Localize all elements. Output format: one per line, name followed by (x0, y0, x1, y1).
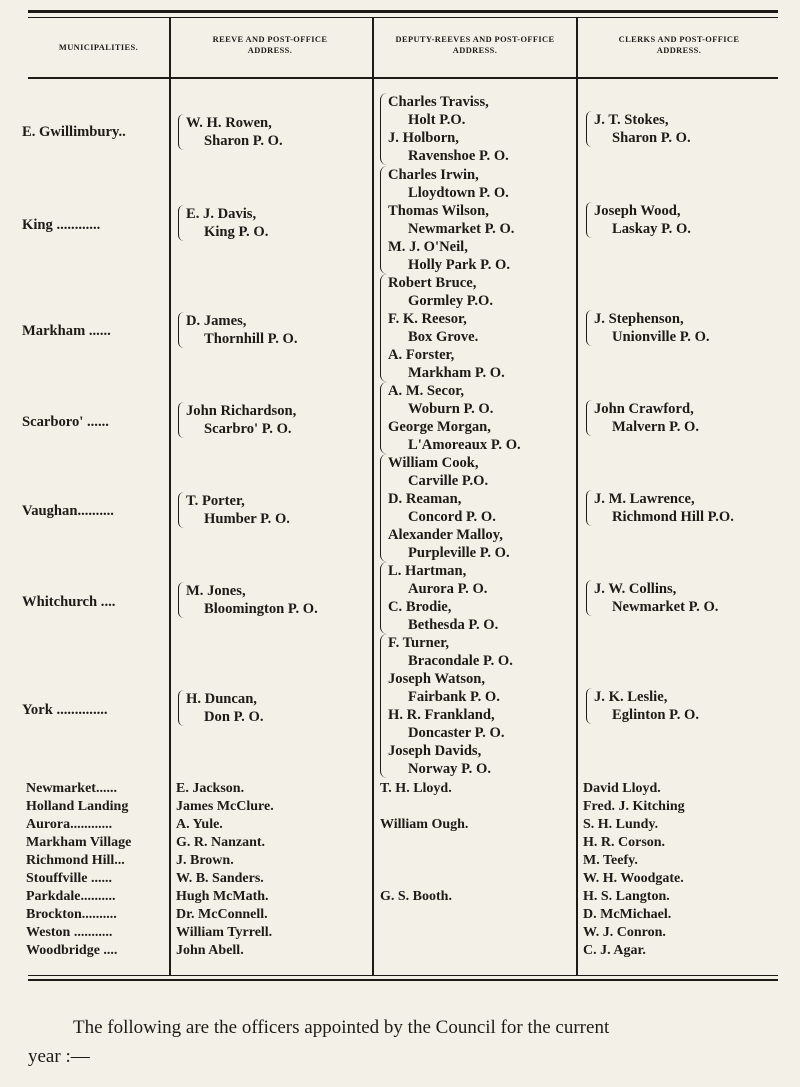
brace-mark (178, 690, 185, 726)
small-municipality: Markham Village (26, 835, 132, 850)
small-clerk: W. J. Conron. (583, 925, 666, 940)
small-clerk: S. H. Lundy. (583, 817, 659, 832)
brace-mark (586, 490, 593, 526)
deputy-name: A. M. Secor, (388, 383, 465, 399)
clerk-name: J. K. Leslie, (594, 689, 668, 705)
reeve-name: D. James, (186, 313, 247, 329)
small-municipality: Richmond Hill... (26, 853, 125, 868)
municipality-name: Vaughan.......... (22, 503, 114, 519)
municipality-name: Scarboro' ...... (22, 414, 109, 430)
deputy-name: Charles Traviss, (388, 94, 489, 110)
deputy-address: Woburn P. O. (408, 401, 494, 417)
deputy-address: Newmarket P. O. (408, 221, 515, 237)
brace-mark (380, 382, 387, 454)
small-municipality: Stouffville ...... (26, 871, 112, 886)
reeve-address: Humber P. O. (204, 511, 290, 527)
reeve-entry (178, 582, 318, 618)
brace-mark (586, 111, 593, 147)
deputy-group (380, 382, 576, 454)
deputy-name: D. Reaman, (388, 491, 462, 507)
small-reeve: A. Yule. (176, 817, 223, 832)
top-rule-thick (28, 10, 778, 13)
deputy-name: F. Turner, (388, 635, 449, 651)
clerk-address: Unionville P. O. (612, 329, 710, 345)
deputy-address: Holt P.O. (408, 112, 466, 128)
clerk-entry (586, 310, 710, 346)
small-reeve: James McClure. (176, 799, 274, 814)
reeve-entry (178, 402, 296, 438)
brace-mark (380, 454, 387, 562)
deputy-name: Charles Irwin, (388, 167, 479, 183)
clerk-address: Sharon P. O. (612, 130, 691, 146)
small-clerk: C. J. Agar. (583, 943, 646, 958)
small-municipality: Woodbridge .... (26, 943, 118, 958)
deputy-address: Holly Park P. O. (408, 257, 511, 273)
deputy-name: William Cook, (388, 455, 479, 471)
brace-mark (586, 310, 593, 346)
reeve-name: M. Jones, (186, 583, 246, 599)
clerk-address: Eglinton P. O. (612, 707, 700, 723)
municipality-name: Whitchurch .... (22, 594, 116, 610)
clerk-name: John Crawford, (594, 401, 694, 417)
deputy-address: Ravenshoe P. O. (408, 148, 509, 164)
deputy-name: F. K. Reesor, (388, 311, 467, 327)
municipality-name: Markham ...... (22, 323, 111, 339)
column-divider-1 (169, 17, 171, 975)
reeve-name: H. Duncan, (186, 691, 257, 707)
brace-mark (178, 312, 185, 348)
reeve-address: Thornhill P. O. (204, 331, 298, 347)
small-reeve: W. B. Sanders. (176, 871, 264, 886)
brace-mark (178, 492, 185, 528)
deputy-address: Fairbank P. O. (408, 689, 500, 705)
header-deputy: DEPUTY-REEVES AND POST-OFFICE ADDRESS. (395, 35, 555, 55)
reeve-name: E. J. Davis, (186, 206, 257, 222)
municipality-name: King ............ (22, 217, 101, 233)
brace-mark (586, 400, 593, 436)
small-clerk: David Lloyd. (583, 781, 661, 796)
small-clerk: W. H. Woodgate. (583, 871, 684, 886)
deputy-address: Markham P. O. (408, 365, 505, 381)
header-reeve: REEVE AND POST-OFFICE ADDRESS. (212, 35, 328, 55)
deputy-name: H. R. Frankland, (388, 707, 495, 723)
small-municipality: Newmarket...... (26, 781, 117, 796)
deputy-address: Gormley P.O. (408, 293, 493, 309)
small-municipality: Brockton.......... (26, 907, 117, 922)
reeve-address: King P. O. (204, 224, 269, 240)
small-reeve: John Abell. (176, 943, 244, 958)
header-municipalities: MUNICIPALITIES. (58, 43, 139, 52)
reeve-entry (178, 312, 298, 348)
municipality-name: E. Gwillimbury.. (22, 124, 126, 140)
clerk-name: J. W. Collins, (594, 581, 677, 597)
clerk-entry (586, 490, 734, 526)
clerk-entry (586, 400, 699, 436)
reeve-address: Sharon P. O. (204, 133, 283, 149)
deputy-name: Joseph Watson, (388, 671, 486, 687)
clerk-name: Joseph Wood, (594, 203, 681, 219)
small-municipality: Aurora............ (26, 817, 113, 832)
clerk-entry (586, 580, 718, 616)
top-rule-thin (28, 17, 778, 18)
deputy-name: George Morgan, (388, 419, 491, 435)
small-reeve: Dr. McConnell. (176, 907, 268, 922)
clerk-address: Malvern P. O. (612, 419, 700, 435)
small-reeve: William Tyrrell. (176, 925, 273, 940)
brace-mark (380, 274, 387, 382)
small-reeve: J. Brown. (176, 853, 234, 868)
brace-mark (586, 580, 593, 616)
brace-mark (586, 202, 593, 238)
deputy-group (380, 562, 576, 634)
reeve-address: Don P. O. (204, 709, 264, 725)
deputy-address: L'Amoreaux P. O. (408, 437, 521, 453)
bottom-rule-thin (28, 975, 778, 976)
header-clerks: CLERKS AND POST-OFFICE ADDRESS. (618, 35, 740, 55)
small-deputy: T. H. Lloyd. (380, 781, 452, 796)
deputy-name: Alexander Malloy, (388, 527, 503, 543)
small-clerk: D. McMichael. (583, 907, 672, 922)
clerk-name: J. Stephenson, (594, 311, 684, 327)
reeve-address: Scarbro' P. O. (204, 421, 292, 437)
small-clerk: H. S. Langton. (583, 889, 670, 904)
clerk-address: Laskay P. O. (612, 221, 691, 237)
deputy-name: A. Forster, (388, 347, 455, 363)
column-divider-2 (372, 17, 374, 975)
deputy-address: Purpleville P. O. (408, 545, 510, 561)
deputy-address: Carville P.O. (408, 473, 489, 489)
deputy-name: C. Brodie, (388, 599, 452, 615)
deputy-name: M. J. O'Neil, (388, 239, 468, 255)
clerk-entry (586, 111, 691, 147)
brace-mark (380, 562, 387, 634)
reeve-entry (178, 114, 283, 150)
small-municipality: Parkdale.......... (26, 889, 116, 904)
small-clerk: Fred. J. Kitching (583, 799, 685, 814)
brace-mark (178, 582, 185, 618)
brace-mark (586, 688, 593, 724)
clerk-address: Newmarket P. O. (612, 599, 719, 615)
reeve-entry (178, 690, 263, 726)
deputy-address: Doncaster P. O. (408, 725, 505, 741)
clerk-name: J. M. Lawrence, (594, 491, 695, 507)
deputy-group (380, 454, 576, 562)
small-reeve: E. Jackson. (176, 781, 245, 796)
column-divider-3 (576, 17, 578, 975)
deputy-address: Aurora P. O. (408, 581, 488, 597)
bottom-rule-thick (28, 979, 778, 981)
clerk-address: Richmond Hill P.O. (612, 509, 734, 525)
deputy-group (380, 274, 576, 382)
brace-mark (178, 114, 185, 150)
brace-mark (178, 402, 185, 438)
deputy-address: Lloydtown P. O. (408, 185, 509, 201)
deputy-address: Norway P. O. (408, 761, 491, 777)
body-paragraph (28, 1013, 780, 1071)
brace-mark (380, 166, 387, 274)
deputy-address: Concord P. O. (408, 509, 496, 525)
deputy-address: Bracondale P. O. (408, 653, 513, 669)
brace-mark (380, 634, 387, 778)
clerk-entry (586, 688, 699, 724)
small-deputy: G. S. Booth. (380, 889, 452, 904)
reeve-name: John Richardson, (186, 403, 297, 419)
brace-mark (178, 205, 185, 241)
deputy-address: Bethesda P. O. (408, 617, 499, 633)
paragraph-line-2: year :— (28, 1046, 90, 1067)
deputy-group (380, 166, 576, 274)
deputy-name: L. Hartman, (388, 563, 467, 579)
deputy-name: Joseph Davids, (388, 743, 482, 759)
paragraph-line-1: The following are the officers appointed by the Council for the current (73, 1017, 610, 1038)
reeve-address: Bloomington P. O. (204, 601, 318, 617)
clerk-entry (586, 202, 691, 238)
municipality-name: York .............. (22, 702, 108, 718)
small-clerk: M. Teefy. (583, 853, 638, 868)
reeve-name: T. Porter, (186, 493, 245, 509)
header-rule (28, 77, 778, 79)
deputy-group (380, 634, 576, 778)
clerk-name: J. T. Stokes, (594, 112, 669, 128)
deputy-name: J. Holborn, (388, 130, 459, 146)
small-reeve: Hugh McMath. (176, 889, 269, 904)
deputy-name: Robert Bruce, (388, 275, 477, 291)
deputy-address: Box Grove. (408, 329, 479, 345)
deputy-name: Thomas Wilson, (388, 203, 489, 219)
deputy-group (380, 93, 576, 165)
brace-mark (380, 93, 387, 165)
small-municipality: Holland Landing (26, 799, 129, 814)
reeve-entry (178, 492, 290, 528)
small-municipality: Weston ........... (26, 925, 113, 940)
reeve-entry (178, 205, 268, 241)
small-deputy: William Ough. (380, 817, 469, 832)
small-clerk: H. R. Corson. (583, 835, 666, 850)
small-reeve: G. R. Nanzant. (176, 835, 266, 850)
reeve-name: W. H. Rowen, (186, 115, 272, 131)
